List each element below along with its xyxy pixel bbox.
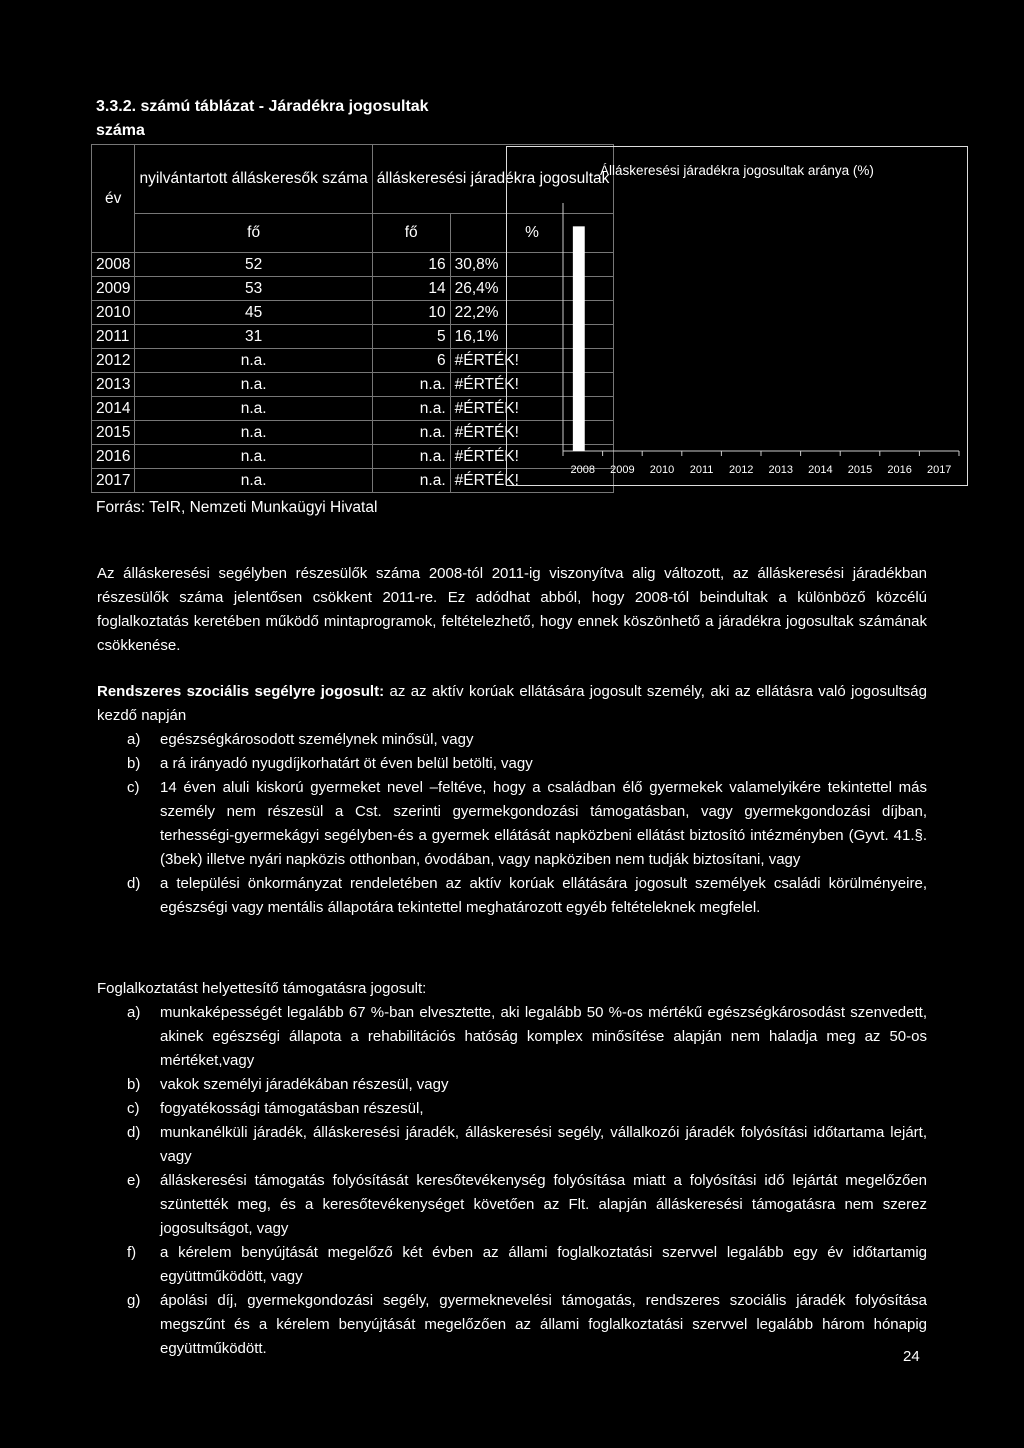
cell-entitled: n.a. [372, 373, 450, 397]
list-item-marker: f) [127, 1244, 137, 1261]
cell-registered: n.a. [135, 373, 372, 397]
list-item [97, 1097, 927, 1121]
section-intro-text: az az aktív korúak ellátására jogosult személy, aki az ellátásra való jogosultság kezdő napján [97, 683, 927, 724]
cell-registered: 31 [135, 325, 372, 349]
paragraph-text: Az álláskeresési segélyben részesülők száma 2008-tól 2011-ig viszonyítva alig változott, az álláskeresési járadékban részesülők száma jelentősen csökkent 2011-re. Ez adódhat abból, hogy 2008-tól beindultak a különböző közcélú foglalkoztatás keretében működő mintaprogramok, feltételezhető, hogy ennek köszönhető a járadékra jogosultak számának csökkenése. [97, 565, 927, 654]
cell-year: 2012 [92, 349, 135, 373]
list-item-text: 14 éven aluli kiskorú gyermeket nevel –feltéve, hogy a családban élő gyermekek valamelyikére tekintettel más személy nem részesül a Cst. szerinti gyermekgondozási támogatásban, vagy gyermekgondozási díjban, terhességi-gyermekágyi segélyben-és a gyermek ellátását napközbeni ellátást biztosító intézményben (Gyvt. 41.§.(3bek) illetve nyári napközis otthonban, óvodában, vagy napköziben nem tudják biztosítani, vagy [160, 779, 927, 868]
cell-year: 2009 [92, 277, 135, 301]
header-entitled: álláskeresési járadékra jogosultak [372, 145, 614, 214]
fht-conditions-list [97, 1001, 927, 1361]
list-item-marker: d) [127, 875, 141, 892]
cell-registered: 52 [135, 253, 372, 277]
section-lead: Rendszeres szociális segélyre jogosult: [97, 683, 385, 700]
x-tick-label: 2017 [926, 464, 952, 476]
list-item-marker: g) [127, 1292, 141, 1309]
cell-year: 2015 [92, 421, 135, 445]
list-item [97, 752, 927, 776]
cell-percent: 30,8% [450, 253, 614, 277]
list-item-text: egészségkárosodott személynek minősül, vagy [160, 731, 474, 748]
x-tick-label: 2011 [689, 464, 714, 476]
list-item [97, 1121, 927, 1169]
entitled-ratio-chart [506, 146, 968, 486]
list-item [97, 728, 927, 752]
x-tick-label: 2010 [649, 464, 675, 476]
cell-percent: #ÉRTÉK! [450, 445, 614, 469]
cell-registered: n.a. [135, 445, 372, 469]
bar-2008 [573, 226, 585, 451]
list-item [97, 1169, 927, 1241]
cell-entitled: n.a. [372, 421, 450, 445]
cell-year: 2017 [92, 469, 135, 493]
cell-year: 2010 [92, 301, 135, 325]
cell-percent: #ÉRTÉK! [450, 373, 614, 397]
list-item-marker: b) [127, 1076, 141, 1093]
x-tick-label: 2012 [728, 464, 754, 476]
list-item-text: a kérelem benyújtását megelőző két évben az állami foglalkoztatási szervvel legalább egy év időtartamig együttműködött, vagy [160, 1244, 927, 1285]
list-item-marker: c) [127, 779, 140, 796]
list-item-marker: d) [127, 1124, 141, 1141]
section-employment-substitute [97, 977, 927, 1361]
paragraph-unemployment [97, 562, 927, 658]
cell-percent: 22,2% [450, 301, 614, 325]
list-item-text: fogyatékossági támogatásban részesül, [160, 1100, 424, 1117]
cell-year: 2011 [92, 325, 135, 349]
cell-entitled: 6 [372, 349, 450, 373]
x-tick-label: 2013 [768, 464, 794, 476]
header-unit-entitled: fő [372, 214, 450, 253]
list-item-marker: b) [127, 755, 141, 772]
cell-entitled: n.a. [372, 445, 450, 469]
x-tick-label: 2009 [610, 464, 635, 476]
chart-title: Álláskeresési járadékra jogosultak aránya (%) [600, 163, 874, 178]
cell-entitled: n.a. [372, 469, 450, 493]
cell-registered: n.a. [135, 349, 372, 373]
section-intro [97, 680, 927, 728]
list-item-text: munkaképességét legalább 67 %-ban elvesztette, aki legalább 50 %-os mértékű egészségkárosodást szenvedett, akinek egészségi állapota a rehabilitációs hatóság komplex minősítése alapján nem haladja meg az 50-os mértéket,vagy [160, 1004, 927, 1069]
cell-entitled: 10 [372, 301, 450, 325]
table-source: Forrás: TeIR, Nemzeti Munkaügyi Hivatal [96, 499, 378, 516]
page-number: 24 [903, 1348, 920, 1365]
list-item-text: munkanélküli járadék, álláskeresési járadék, álláskeresési segély, vállalkozói járadék folyósítási időtartama lejárt, vagy [160, 1124, 927, 1165]
x-tick-label: 2014 [808, 464, 833, 476]
table-caption: 3.3.2. számú táblázat - Járadékra jogosultak száma [96, 98, 429, 139]
cell-percent: #ÉRTÉK! [450, 469, 614, 493]
cell-year: 2016 [92, 445, 135, 469]
x-tick-label: 2015 [847, 464, 873, 476]
header-year: év [92, 145, 135, 253]
x-tick-label: 2016 [887, 464, 912, 476]
cell-year: 2013 [92, 373, 135, 397]
section-intro: Foglalkoztatást helyettesítő támogatásra jogosult: [97, 980, 427, 997]
list-item [97, 1001, 927, 1073]
list-item-text: álláskeresési támogatás folyósítását keresőtevékenység folyósítása miatt a folyósítási idő lejártát megelőzően szüntették meg, és a keresőtevékenységet követően az Flt. alapján álláskeresési támogatásra nem szerez jogosultságot, vagy [160, 1172, 927, 1237]
list-item [97, 872, 927, 920]
header-registered: nyilvántartott álláskeresők száma [135, 145, 372, 214]
x-tick-label: 2008 [570, 464, 596, 476]
list-item [97, 1289, 927, 1361]
cell-year: 2014 [92, 397, 135, 421]
cell-registered: n.a. [135, 397, 372, 421]
list-item-text: a rá irányadó nyugdíjkorhatárt öt éven belül betölti, vagy [160, 755, 533, 772]
cell-registered: 45 [135, 301, 372, 325]
cell-percent: #ÉRTÉK! [450, 349, 614, 373]
list-item [97, 776, 927, 872]
list-item-marker: c) [127, 1100, 140, 1117]
list-item-marker: a) [127, 1004, 141, 1021]
list-item [97, 1073, 927, 1097]
section-regular-social-aid [97, 680, 927, 920]
header-unit-registered: fő [135, 214, 372, 253]
cell-entitled: 14 [372, 277, 450, 301]
list-item-text: ápolási díj, gyermekgondozási segély, gyermeknevelési támogatás, rendszeres szociális járadék folyósítása megszűnt és a kérelem benyújtását megelőzően az állami foglalkoztatási szervvel legalább három hónapig együttműködött. [160, 1292, 927, 1357]
cell-percent: #ÉRTÉK! [450, 397, 614, 421]
list-item [97, 1241, 927, 1289]
list-item-text: vakok személyi járadékában részesül, vagy [160, 1076, 449, 1093]
cell-registered: n.a. [135, 421, 372, 445]
cell-percent: 26,4% [450, 277, 614, 301]
cell-entitled: 5 [372, 325, 450, 349]
cell-percent: #ÉRTÉK! [450, 421, 614, 445]
rss-conditions-list [97, 728, 927, 920]
cell-entitled: n.a. [372, 397, 450, 421]
list-item-text: a települési önkormányzat rendeletében az aktív korúak ellátására jogosult személyek családi körülményeire, egészségi vagy mentális állapotára tekintettel meghatározott egyéb feltételeknek megfelel. [160, 875, 927, 916]
cell-percent: 16,1% [450, 325, 614, 349]
chart-plot [507, 147, 969, 487]
header-unit-percent: % [450, 214, 614, 253]
list-item-marker: a) [127, 731, 141, 748]
cell-entitled: 16 [372, 253, 450, 277]
list-item-marker: e) [127, 1172, 141, 1189]
cell-year: 2008 [92, 253, 135, 277]
cell-registered: 53 [135, 277, 372, 301]
cell-registered: n.a. [135, 469, 372, 493]
